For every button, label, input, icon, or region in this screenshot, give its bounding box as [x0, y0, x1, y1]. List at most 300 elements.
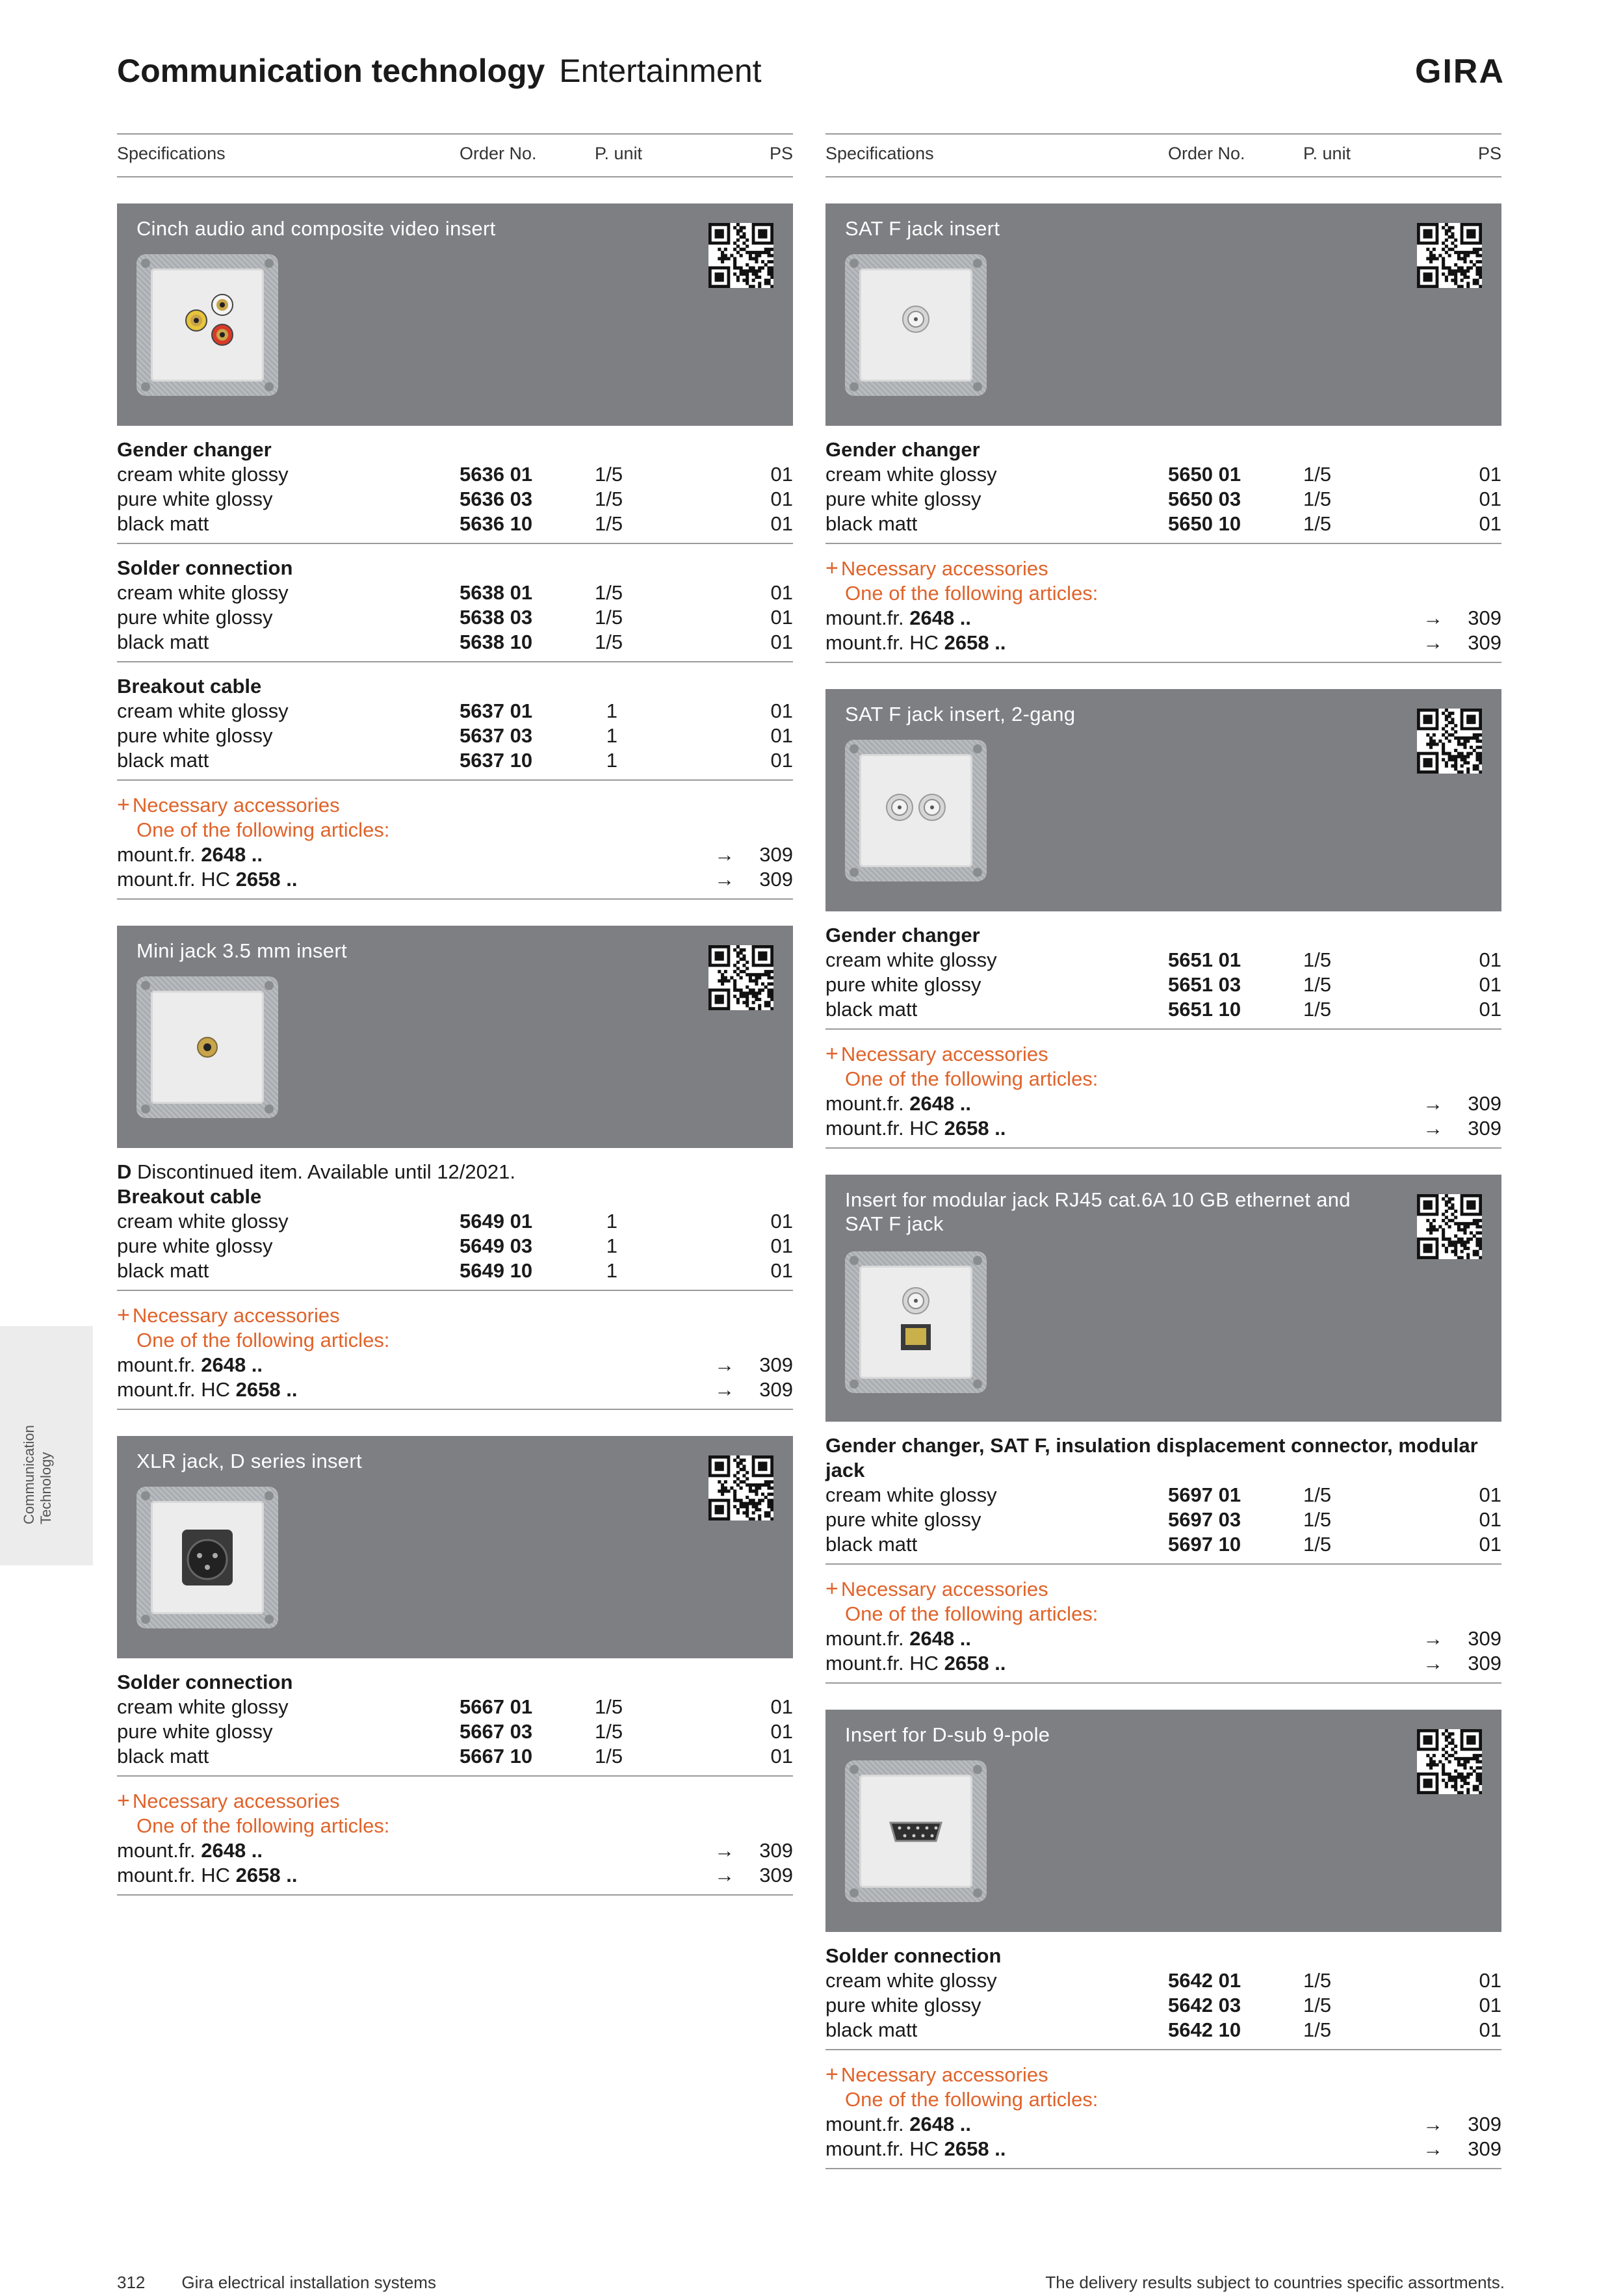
row-packing-unit: 1/5	[595, 512, 623, 535]
row-specification: cream white glossy	[825, 1969, 997, 1992]
row-packing-unit: 1	[606, 1234, 617, 1257]
column-header-specifications: Specifications	[117, 144, 226, 163]
accessory-row	[825, 631, 1501, 655]
accessory-prefix: mount.fr.	[825, 1092, 904, 1115]
table-row	[825, 512, 1501, 536]
accessories-block	[825, 1565, 1501, 1684]
product-image	[136, 254, 278, 396]
row-specification: black matt	[825, 512, 918, 535]
table-row	[825, 2018, 1501, 2042]
row-order-number[interactable]: 5649 01	[460, 1210, 533, 1233]
accessory-name	[117, 1863, 297, 1888]
row-ps: 01	[770, 749, 793, 772]
row-specification: black matt	[117, 631, 209, 653]
product-title: Cinch audio and composite video insert	[136, 217, 496, 240]
row-packing-unit: 1/5	[595, 1695, 623, 1718]
arrow-right-icon: →	[1423, 1652, 1443, 1675]
accessory-prefix: mount.fr. HC	[117, 1864, 230, 1886]
accessories-title	[825, 1576, 1501, 1602]
row-packing-unit: 1/5	[1303, 1969, 1332, 1992]
accessory-code[interactable]: 2658 ..	[235, 1864, 298, 1886]
accessory-name	[825, 631, 1006, 655]
row-order-number[interactable]: 5637 03	[460, 724, 533, 747]
row-packing-unit: 1/5	[1303, 1508, 1332, 1531]
accessory-row	[117, 867, 793, 892]
row-specification: cream white glossy	[117, 463, 289, 486]
accessories-title-text: Necessary accessories	[132, 1790, 340, 1812]
row-specification: pure white glossy	[825, 1994, 981, 2016]
table-row	[117, 699, 793, 724]
accessory-name	[825, 2112, 971, 2137]
variant-group-title: Solder connection	[825, 1944, 1002, 1967]
page-number: 312	[117, 2273, 146, 2292]
product-section	[825, 1710, 1501, 2169]
accessory-name	[117, 1838, 263, 1863]
row-ps: 01	[1479, 463, 1501, 486]
table-row	[117, 1259, 793, 1283]
variant-group-title: Gender changer	[825, 438, 980, 461]
row-packing-unit: 1/5	[1303, 948, 1332, 971]
row-specification: pure white glossy	[825, 1508, 981, 1531]
qr-code-icon[interactable]	[1417, 223, 1482, 288]
row-specification: cream white glossy	[117, 1210, 289, 1233]
row-order-number[interactable]: 5642 10	[1168, 2018, 1241, 2041]
accessory-prefix: mount.fr.	[825, 2113, 904, 2135]
row-order-number[interactable]: 5651 10	[1168, 998, 1241, 1021]
accessories-block	[825, 2050, 1501, 2169]
variant-group-title: Breakout cable	[117, 1185, 262, 1208]
arrow-right-icon: →	[714, 1839, 734, 1862]
accessory-page-ref[interactable]: 309	[759, 868, 793, 891]
qr-code-icon[interactable]	[708, 1455, 773, 1520]
accessory-page-ref[interactable]: 309	[1468, 631, 1501, 654]
product-image	[136, 1487, 278, 1628]
row-packing-unit: 1/5	[595, 581, 623, 604]
variant-group	[825, 426, 1501, 544]
row-packing-unit: 1	[606, 1210, 617, 1233]
product-title: XLR jack, D series insert	[136, 1450, 362, 1472]
table-row	[117, 1719, 793, 1744]
plus-icon: +	[825, 1041, 838, 1066]
variant-group-title: Gender changer	[825, 924, 980, 946]
column-header-specifications: Specifications	[825, 144, 934, 163]
arrow-right-icon: →	[714, 1864, 734, 1886]
row-packing-unit: 1/5	[1303, 1994, 1332, 2016]
accessory-name	[117, 1377, 297, 1402]
accessory-page-ref[interactable]: 309	[1468, 2113, 1501, 2135]
table-row	[117, 1695, 793, 1719]
accessory-row	[825, 1116, 1501, 1141]
row-packing-unit: 1/5	[1303, 463, 1332, 486]
page-title	[117, 52, 762, 90]
row-ps: 01	[770, 488, 793, 510]
row-ps: 01	[1479, 1533, 1501, 1556]
row-ps: 01	[1479, 1483, 1501, 1506]
accessory-prefix: mount.fr.	[117, 843, 196, 866]
variant-group-title: Solder connection	[117, 1671, 293, 1693]
row-packing-unit: 1/5	[1303, 973, 1332, 996]
accessory-code[interactable]: 2648 ..	[909, 1092, 972, 1115]
row-specification: black matt	[117, 1259, 209, 1282]
arrow-right-icon: →	[714, 843, 734, 866]
row-order-number[interactable]: 5697 03	[1168, 1508, 1241, 1531]
row-ps: 01	[770, 1259, 793, 1282]
arrow-right-icon: →	[714, 1378, 734, 1401]
accessory-code[interactable]: 2658 ..	[235, 1378, 298, 1401]
accessories-subtitle: One of the following articles:	[845, 582, 1098, 605]
row-order-number[interactable]: 5667 01	[460, 1695, 533, 1718]
accessory-page-ref[interactable]: 309	[1468, 607, 1501, 629]
accessory-name	[117, 842, 263, 867]
row-packing-unit: 1/5	[595, 631, 623, 653]
column-header-order-no: Order No.	[1168, 144, 1245, 163]
row-ps: 01	[770, 699, 793, 722]
table-row	[825, 1968, 1501, 1993]
table-row	[117, 630, 793, 655]
accessory-name	[825, 2137, 1006, 2161]
table-row	[825, 1532, 1501, 1557]
accessory-page-ref[interactable]: 309	[1468, 1627, 1501, 1650]
table-row	[117, 1209, 793, 1234]
product-section	[117, 203, 793, 900]
row-order-number[interactable]: 5697 01	[1168, 1483, 1241, 1506]
product-header-panel	[825, 203, 1501, 426]
variant-group-title: Gender changer	[117, 438, 272, 461]
row-packing-unit: 1/5	[1303, 512, 1332, 535]
accessory-code[interactable]: 2658 ..	[944, 1652, 1006, 1675]
row-ps: 01	[1479, 998, 1501, 1021]
row-specification: cream white glossy	[825, 1483, 997, 1506]
accessory-page-ref[interactable]: 309	[759, 1839, 793, 1862]
row-ps: 01	[770, 1745, 793, 1768]
accessory-code[interactable]: 2648 ..	[909, 2113, 972, 2135]
row-order-number[interactable]: 5651 03	[1168, 973, 1241, 996]
variant-group-title: Solder connection	[117, 556, 293, 579]
row-specification: cream white glossy	[117, 581, 289, 604]
column-header-ps: PS	[1477, 144, 1501, 163]
product-header-panel	[117, 203, 793, 426]
row-ps: 01	[770, 1234, 793, 1257]
variant-group	[117, 662, 793, 781]
accessory-row	[117, 1838, 793, 1863]
accessory-row	[117, 1377, 793, 1402]
row-order-number[interactable]: 5637 10	[460, 749, 533, 772]
product-title: SAT F jack insert, 2-gang	[845, 703, 1076, 725]
row-order-number[interactable]: 5636 01	[460, 463, 533, 486]
variant-group	[825, 911, 1501, 1030]
arrow-right-icon: →	[1423, 631, 1443, 654]
accessory-code[interactable]: 2648 ..	[201, 1839, 263, 1862]
accessory-page-ref[interactable]: 309	[1468, 2137, 1501, 2160]
variant-group	[825, 1932, 1501, 2050]
row-ps: 01	[770, 1210, 793, 1233]
table-row	[825, 972, 1501, 997]
row-ps: 01	[1479, 948, 1501, 971]
row-order-number[interactable]: 5642 03	[1168, 1994, 1241, 2016]
product-title: Mini jack 3.5 mm insert	[136, 939, 347, 962]
row-order-number[interactable]: 5637 01	[460, 699, 533, 722]
row-specification: black matt	[117, 512, 209, 535]
side-tab-line2: Technology	[38, 1452, 54, 1524]
accessory-prefix: mount.fr. HC	[117, 1378, 230, 1401]
page-title-main: Communication technology	[117, 53, 545, 89]
column-header	[825, 133, 1501, 177]
accessory-row	[117, 1353, 793, 1377]
product-header-panel	[117, 926, 793, 1148]
table-row	[117, 512, 793, 536]
table-row	[117, 748, 793, 773]
arrow-right-icon: →	[1423, 1117, 1443, 1140]
accessory-row	[117, 842, 793, 867]
table-row	[825, 1483, 1501, 1507]
row-specification: pure white glossy	[825, 973, 981, 996]
row-ps: 01	[1479, 512, 1501, 535]
row-ps: 01	[770, 606, 793, 629]
row-ps: 01	[1479, 1994, 1501, 2016]
accessory-row	[825, 1651, 1501, 1676]
accessory-name	[117, 867, 297, 892]
accessory-code[interactable]: 2648 ..	[909, 1627, 972, 1650]
plus-icon: +	[825, 2062, 838, 2087]
row-packing-unit: 1/5	[595, 1745, 623, 1768]
row-specification: cream white glossy	[117, 699, 289, 722]
accessory-prefix: mount.fr.	[825, 1627, 904, 1650]
row-order-number[interactable]: 5650 03	[1168, 488, 1241, 510]
row-order-number[interactable]: 5667 03	[460, 1720, 533, 1743]
left-column	[117, 133, 793, 1896]
row-order-number[interactable]: 5638 10	[460, 631, 533, 653]
accessory-code[interactable]: 2658 ..	[235, 868, 298, 891]
accessories-title	[825, 1041, 1501, 1067]
section-side-tab-label	[21, 1355, 55, 1524]
qr-code-icon[interactable]	[1417, 1729, 1482, 1794]
accessory-prefix: mount.fr.	[117, 1353, 196, 1376]
product-title: Insert for modular jack RJ45 cat.6A 10 GB ethernet and SAT F jack	[845, 1188, 1351, 1235]
row-ps: 01	[770, 724, 793, 747]
footer-left	[117, 2273, 436, 2293]
plus-icon: +	[825, 1576, 838, 1601]
row-specification: cream white glossy	[117, 1695, 289, 1718]
discontinued-letter: D	[117, 1160, 132, 1183]
accessory-code[interactable]: 2658 ..	[944, 2137, 1006, 2160]
product-title: SAT F jack insert	[845, 217, 1000, 240]
row-packing-unit: 1/5	[595, 1720, 623, 1743]
table-row	[117, 724, 793, 748]
qr-code-icon[interactable]	[708, 945, 773, 1010]
table-row	[117, 1234, 793, 1259]
accessories-subtitle: One of the following articles:	[136, 1814, 390, 1837]
accessories-title-text: Necessary accessories	[840, 1043, 1048, 1065]
row-packing-unit: 1/5	[595, 488, 623, 510]
row-order-number[interactable]: 5642 01	[1168, 1969, 1241, 1992]
accessory-code[interactable]: 2648 ..	[909, 607, 972, 629]
product-section	[117, 926, 793, 1410]
accessory-row	[825, 1091, 1501, 1116]
variant-group-title: Gender changer, SAT F, insulation displacement connector, modular jack	[825, 1434, 1478, 1481]
gira-logo: GIRA	[1415, 53, 1505, 90]
accessory-page-ref[interactable]: 309	[759, 843, 793, 866]
arrow-right-icon: →	[1423, 2137, 1443, 2160]
discontinued-note	[117, 1160, 793, 1184]
row-specification: black matt	[825, 2018, 918, 2041]
row-specification: black matt	[825, 998, 918, 1021]
accessories-block	[825, 1030, 1501, 1149]
row-specification: pure white glossy	[117, 606, 273, 629]
row-packing-unit: 1/5	[1303, 998, 1332, 1021]
product-header-panel	[825, 1175, 1501, 1422]
accessory-name	[825, 1116, 1006, 1141]
row-order-number[interactable]: 5697 10	[1168, 1533, 1241, 1556]
qr-code-icon[interactable]	[1417, 1194, 1482, 1259]
column-header-ps: PS	[769, 144, 793, 163]
arrow-right-icon: →	[1423, 1092, 1443, 1115]
row-specification: black matt	[117, 1745, 209, 1768]
accessory-row	[117, 1863, 793, 1888]
page-title-sub: Entertainment	[559, 53, 762, 89]
row-specification: cream white glossy	[825, 948, 997, 971]
qr-code-icon[interactable]	[1417, 709, 1482, 774]
accessories-subtitle: One of the following articles:	[845, 1602, 1098, 1625]
accessories-title-text: Necessary accessories	[132, 1304, 340, 1327]
product-section	[825, 203, 1501, 663]
row-order-number[interactable]: 5649 10	[460, 1259, 533, 1282]
row-ps: 01	[770, 512, 793, 535]
accessory-code[interactable]: 2648 ..	[201, 843, 263, 866]
side-tab-line1: Communication	[21, 1425, 37, 1524]
row-specification: black matt	[117, 749, 209, 772]
table-row	[825, 948, 1501, 972]
row-ps: 01	[770, 1720, 793, 1743]
table-row	[117, 1744, 793, 1769]
variant-group	[117, 426, 793, 544]
accessory-prefix: mount.fr. HC	[825, 2137, 939, 2160]
accessory-code[interactable]: 2648 ..	[201, 1353, 263, 1376]
table-row	[117, 487, 793, 512]
row-order-number[interactable]: 5650 10	[1168, 512, 1241, 535]
accessories-title	[117, 1303, 793, 1328]
row-packing-unit: 1	[606, 749, 617, 772]
product-header-panel	[825, 1710, 1501, 1932]
row-order-number[interactable]: 5650 01	[1168, 463, 1241, 486]
arrow-right-icon: →	[1423, 2113, 1443, 2135]
accessory-prefix: mount.fr. HC	[825, 1117, 939, 1140]
table-row	[117, 581, 793, 605]
product-section	[117, 1436, 793, 1896]
product-header-panel	[825, 689, 1501, 911]
product-header-panel	[117, 1436, 793, 1658]
accessories-title-text: Necessary accessories	[840, 557, 1048, 580]
row-specification: pure white glossy	[117, 488, 273, 510]
row-packing-unit: 1	[606, 724, 617, 747]
accessory-name	[825, 1651, 1006, 1676]
table-row	[825, 1507, 1501, 1532]
row-order-number[interactable]: 5649 03	[460, 1234, 533, 1257]
product-title: Insert for D-sub 9-pole	[845, 1723, 1050, 1746]
accessories-title	[825, 556, 1501, 581]
row-packing-unit: 1/5	[1303, 488, 1332, 510]
publication-name: Gira electrical installation systems	[181, 2273, 436, 2292]
accessory-page-ref[interactable]: 309	[759, 1353, 793, 1376]
plus-icon: +	[825, 556, 838, 581]
table-row	[117, 605, 793, 630]
plus-icon: +	[117, 792, 130, 817]
accessories-title	[117, 792, 793, 818]
table-row	[825, 462, 1501, 487]
variant-group	[117, 1658, 793, 1777]
accessories-block	[117, 1777, 793, 1896]
accessory-name	[825, 1626, 971, 1651]
accessory-code[interactable]: 2658 ..	[944, 1117, 1006, 1140]
plus-icon: +	[117, 1788, 130, 1813]
accessory-page-ref[interactable]: 309	[759, 1378, 793, 1401]
row-specification: pure white glossy	[117, 1720, 273, 1743]
row-order-number[interactable]: 5638 03	[460, 606, 533, 629]
row-packing-unit: 1	[606, 699, 617, 722]
accessory-name	[825, 606, 971, 631]
row-order-number[interactable]: 5638 01	[460, 581, 533, 604]
column-header-p-unit: P. unit	[595, 144, 643, 163]
accessory-code[interactable]: 2658 ..	[944, 631, 1006, 654]
accessories-subtitle: One of the following articles:	[845, 1067, 1098, 1090]
accessory-row	[825, 2112, 1501, 2137]
plus-icon: +	[117, 1303, 130, 1327]
row-ps: 01	[1479, 1969, 1501, 1992]
row-order-number[interactable]: 5636 10	[460, 512, 533, 535]
accessory-row	[825, 606, 1501, 631]
row-ps: 01	[1479, 973, 1501, 996]
row-packing-unit: 1/5	[1303, 1483, 1332, 1506]
variant-group-title: Breakout cable	[117, 675, 262, 698]
arrow-right-icon: →	[1423, 1627, 1443, 1650]
row-packing-unit: 1/5	[595, 606, 623, 629]
accessory-row	[825, 2137, 1501, 2161]
accessory-row	[825, 1626, 1501, 1651]
row-order-number[interactable]: 5651 01	[1168, 948, 1241, 971]
accessories-block	[117, 781, 793, 900]
accessories-block	[117, 1291, 793, 1410]
table-row	[825, 487, 1501, 512]
accessories-title-text: Necessary accessories	[132, 794, 340, 816]
row-packing-unit: 1/5	[1303, 2018, 1332, 2041]
accessory-page-ref[interactable]: 309	[759, 1864, 793, 1886]
accessory-page-ref[interactable]: 309	[1468, 1092, 1501, 1115]
variant-group	[117, 544, 793, 662]
accessories-subtitle: One of the following articles:	[136, 1329, 390, 1351]
arrow-right-icon: →	[714, 1353, 734, 1376]
accessory-name	[117, 1353, 263, 1377]
row-order-number[interactable]: 5636 03	[460, 488, 533, 510]
accessories-title-text: Necessary accessories	[840, 1578, 1048, 1600]
accessory-prefix: mount.fr.	[117, 1839, 196, 1862]
column-header-order-no: Order No.	[460, 144, 537, 163]
row-packing-unit: 1/5	[1303, 1533, 1332, 1556]
accessories-subtitle: One of the following articles:	[845, 2088, 1098, 2111]
accessory-page-ref[interactable]: 309	[1468, 1652, 1501, 1675]
row-specification: black matt	[825, 1533, 918, 1556]
accessory-page-ref[interactable]: 309	[1468, 1117, 1501, 1140]
table-row	[825, 997, 1501, 1022]
column-header-p-unit: P. unit	[1303, 144, 1351, 163]
row-specification: pure white glossy	[117, 724, 273, 747]
row-packing-unit: 1	[606, 1259, 617, 1282]
column-header	[117, 133, 793, 177]
product-image	[136, 976, 278, 1118]
product-image	[845, 740, 987, 881]
qr-code-icon[interactable]	[708, 223, 773, 288]
product-section	[825, 689, 1501, 1149]
row-order-number[interactable]: 5667 10	[460, 1745, 533, 1768]
footer-disclaimer: The delivery results subject to countries specific assortments.	[1045, 2273, 1505, 2292]
